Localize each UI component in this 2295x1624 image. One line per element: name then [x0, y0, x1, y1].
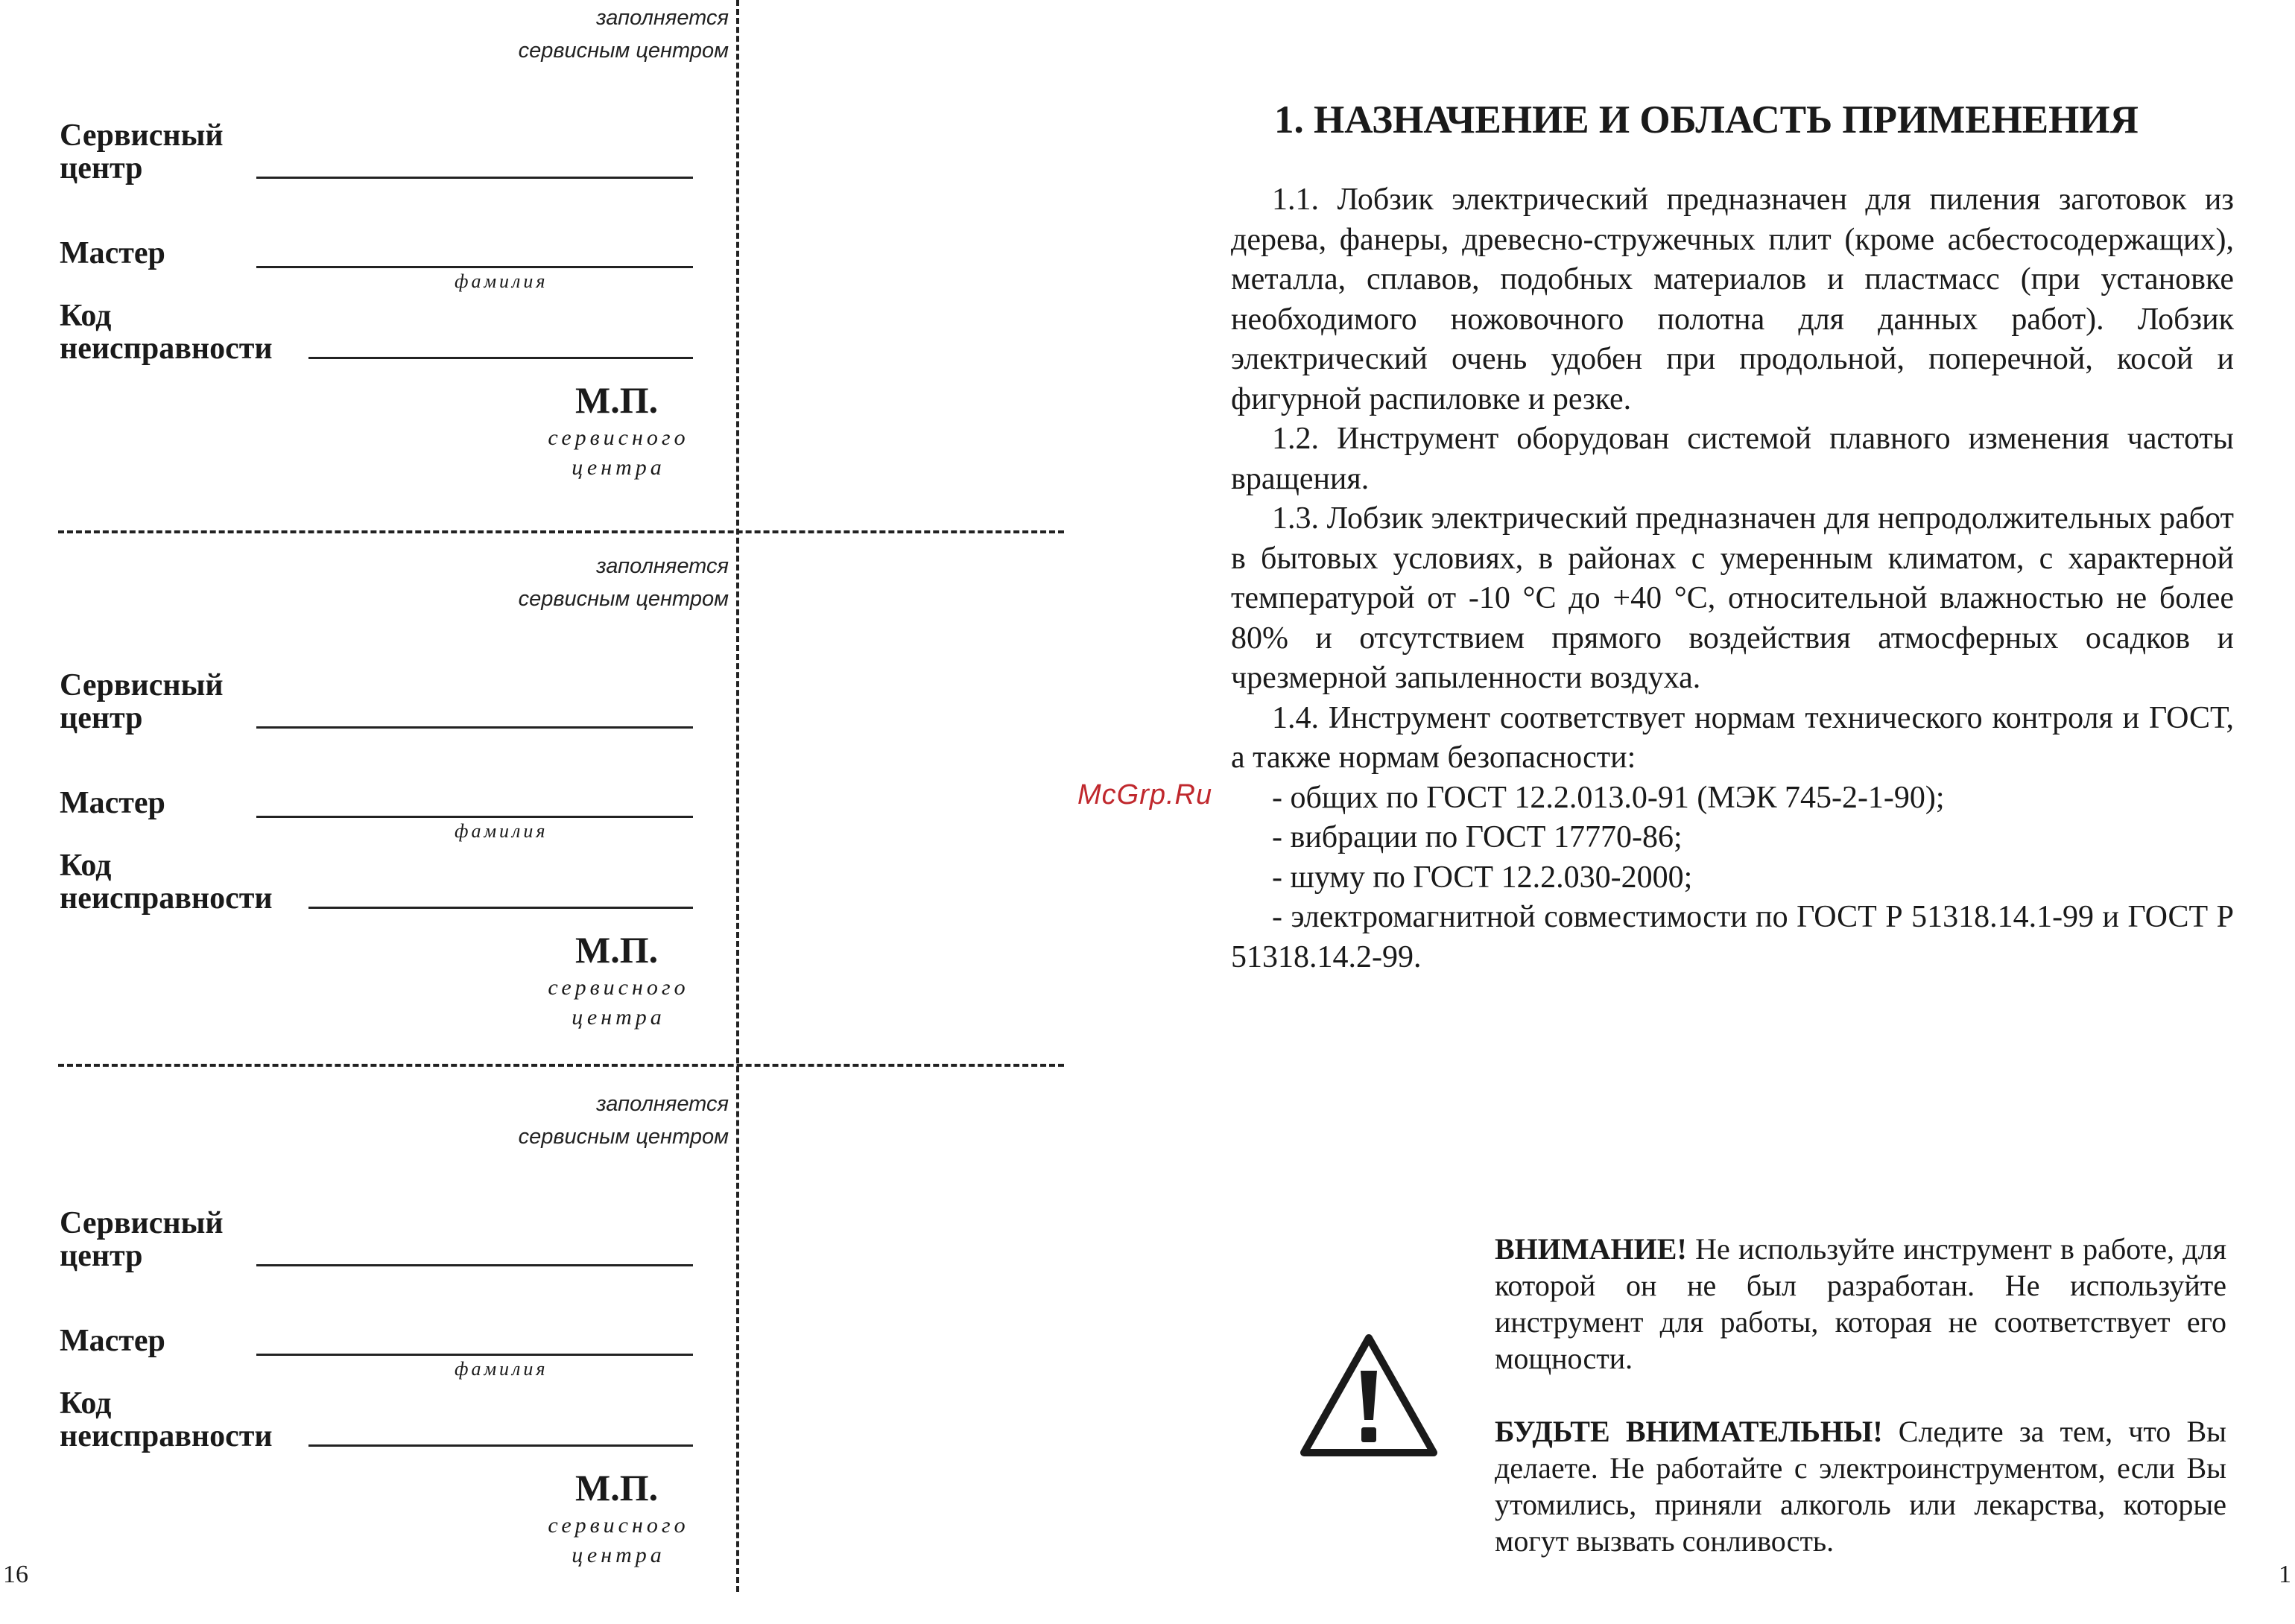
paragraph-1-1: 1.1. Лобзик электрический предназначен для пиления заготовок из дерева, фанеры, древесно-стружечных плит (кроме асбестосодержащих), металла, сплавов, подобных материалов и пластмасс (при установке необходимого ножовочного полотна для данных работ). Лобзик электрический очень удобен при продольной, поперечной, косой и фигурной распиловке и резке.	[1231, 183, 2234, 416]
stamp-sub-label: сервисного центра	[548, 1513, 689, 1567]
warning-paragraph-1	[1495, 1231, 2226, 1377]
stamp-sub-label: сервисного центра	[548, 425, 689, 480]
warning-bold-1: ВНИМАНИЕ!	[1495, 1232, 1687, 1266]
defect-code-field[interactable]	[308, 357, 693, 359]
service-center-label: Сервисный центр	[60, 1206, 224, 1273]
standard-item: - вибрации по ГОСТ 17770-86;	[1272, 820, 1683, 854]
surname-hint: фамилия	[455, 1358, 548, 1380]
service-center-field[interactable]	[256, 177, 693, 179]
defect-code-field[interactable]	[308, 907, 693, 909]
service-center-field[interactable]	[256, 1264, 693, 1266]
standard-item: - электромагнитной совместимости по ГОСТ Р 51318.14.1-99 и ГОСТ Р 51318.14.2-99.	[1231, 900, 2234, 974]
standard-item: - шуму по ГОСТ 12.2.030-2000;	[1272, 860, 1693, 895]
warning-block	[1495, 1231, 2226, 1596]
filled-by-note: заполняется сервисным центром	[518, 6, 729, 63]
filled-by-note: заполняется сервисным центром	[518, 1092, 729, 1149]
paragraph-1-2: 1.2. Инструмент оборудован системой плавного изменения частоты вращения.	[1231, 422, 2234, 496]
watermark[interactable]: McGrp.Ru	[1077, 779, 1213, 811]
master-label: Мастер	[60, 236, 165, 270]
defect-code-label: Код неисправности	[60, 1386, 273, 1453]
stamp-sub-label: сервисного центра	[548, 975, 689, 1030]
filled-by-note: заполняется сервисным центром	[518, 554, 729, 611]
page-number-right: 1	[2279, 1561, 2291, 1588]
warning-text-1: Не используйте инструмент в работе, для которой он не был разработан. Не используйте инструмент для работы, которая не соответствует его мощности.	[1495, 1232, 2226, 1375]
section-body	[1231, 180, 2234, 977]
master-label: Мастер	[60, 1324, 165, 1358]
master-field[interactable]	[256, 1354, 693, 1356]
service-coupon-3	[0, 1088, 738, 1624]
section-title: 1. НАЗНАЧЕНИЕ И ОБЛАСТЬ ПРИМЕНЕНИЯ	[1274, 98, 2139, 142]
warning-triangle-icon	[1298, 1332, 1440, 1460]
surname-hint: фамилия	[455, 820, 548, 842]
defect-code-field[interactable]	[308, 1444, 693, 1447]
service-center-label: Сервисный центр	[60, 668, 224, 735]
standard-item: - общих по ГОСТ 12.2.013.0-91 (МЭК 745-2-1-90);	[1272, 780, 1945, 815]
service-center-field[interactable]	[256, 726, 693, 729]
paragraph-1-3: 1.3. Лобзик электрический предназначен для непродолжительных работ в бытовых условиях, в районах с умеренным климатом, с характерной температурой от -10 °С до +40 °С, относительной влажностью не более 80% и отсутствием прямого воздействия атмосферных осадков и чрезмерной запыленности воздуха.	[1231, 501, 2234, 695]
master-field[interactable]	[256, 816, 693, 818]
stamp-label: М.П.	[575, 379, 659, 421]
warning-text-2: Следите за тем, что Вы делаете. Не работайте с электроинструментом, если Вы утомились, приняли алкоголь или лекарства, которые могут вызвать сонливость.	[1495, 1415, 2226, 1558]
master-label: Мастер	[60, 786, 165, 820]
defect-code-label: Код неисправности	[60, 299, 273, 366]
defect-code-label: Код неисправности	[60, 849, 273, 916]
page-number-left: 16	[3, 1561, 28, 1588]
service-center-label: Сервисный центр	[60, 118, 224, 185]
master-field[interactable]	[256, 266, 693, 268]
warning-paragraph-2	[1495, 1413, 2226, 1559]
warning-bold-2: БУДЬТЕ ВНИМАТЕЛЬНЫ!	[1495, 1415, 1883, 1448]
stamp-label: М.П.	[575, 1467, 659, 1509]
paragraph-1-4: 1.4. Инструмент соответствует нормам технического контроля и ГОСТ, а также нормам безопасности:	[1231, 700, 2234, 775]
service-coupon-2	[0, 550, 738, 1086]
service-coupon-1	[0, 0, 738, 536]
surname-hint: фамилия	[455, 270, 548, 292]
stamp-label: М.П.	[575, 929, 659, 971]
